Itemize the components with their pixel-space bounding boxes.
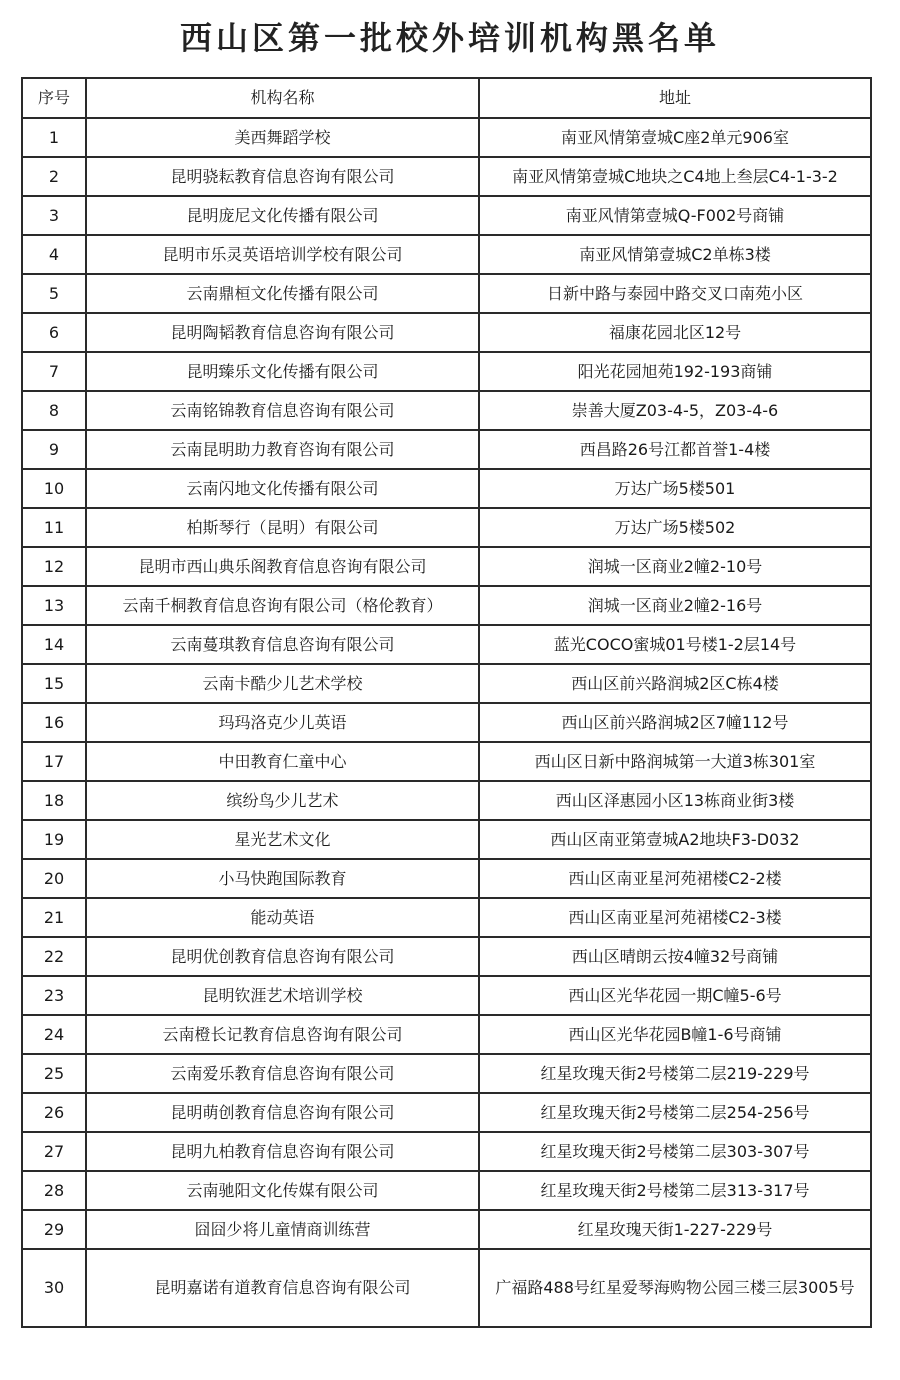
row-number: 1 bbox=[22, 118, 86, 157]
institution-name: 云南千桐教育信息咨询有限公司（格伦教育） bbox=[86, 586, 479, 625]
institution-name: 云南蔓琪教育信息咨询有限公司 bbox=[86, 625, 479, 664]
institution-name: 能动英语 bbox=[86, 898, 479, 937]
row-number: 4 bbox=[22, 235, 86, 274]
table-header-row bbox=[22, 78, 871, 118]
table-row bbox=[22, 196, 871, 235]
table-row bbox=[22, 1132, 871, 1171]
institution-name: 云南昆明助力教育咨询有限公司 bbox=[86, 430, 479, 469]
institution-name: 昆明萌创教育信息咨询有限公司 bbox=[86, 1093, 479, 1132]
institution-name: 昆明九柏教育信息咨询有限公司 bbox=[86, 1132, 479, 1171]
institution-address: 红星玫瑰天街2号楼第二层219-229号 bbox=[479, 1054, 871, 1093]
table-row bbox=[22, 313, 871, 352]
row-number: 27 bbox=[22, 1132, 86, 1171]
table-row bbox=[22, 820, 871, 859]
row-number: 28 bbox=[22, 1171, 86, 1210]
row-number: 20 bbox=[22, 859, 86, 898]
institution-name: 云南橙长记教育信息咨询有限公司 bbox=[86, 1015, 479, 1054]
blacklist-table bbox=[21, 77, 872, 1328]
institution-name: 昆明陶韬教育信息咨询有限公司 bbox=[86, 313, 479, 352]
row-number: 26 bbox=[22, 1093, 86, 1132]
row-number: 29 bbox=[22, 1210, 86, 1249]
institution-name: 云南铭锦教育信息咨询有限公司 bbox=[86, 391, 479, 430]
institution-name: 云南鼎桓文化传播有限公司 bbox=[86, 274, 479, 313]
column-header-no: 序号 bbox=[22, 78, 86, 118]
institution-address: 南亚风情第壹城C2单栋3楼 bbox=[479, 235, 871, 274]
row-number: 18 bbox=[22, 781, 86, 820]
institution-address: 润城一区商业2幢2-16号 bbox=[479, 586, 871, 625]
row-number: 21 bbox=[22, 898, 86, 937]
table-row bbox=[22, 859, 871, 898]
row-number: 7 bbox=[22, 352, 86, 391]
institution-name: 云南闪地文化传播有限公司 bbox=[86, 469, 479, 508]
table-row bbox=[22, 430, 871, 469]
institution-address: 红星玫瑰天街2号楼第二层254-256号 bbox=[479, 1093, 871, 1132]
row-number: 30 bbox=[22, 1249, 86, 1327]
table-row bbox=[22, 1249, 871, 1327]
institution-name: 云南卡酷少儿艺术学校 bbox=[86, 664, 479, 703]
institution-address: 万达广场5楼502 bbox=[479, 508, 871, 547]
table-row bbox=[22, 976, 871, 1015]
table-row bbox=[22, 625, 871, 664]
column-header-address: 地址 bbox=[479, 78, 871, 118]
table-row bbox=[22, 1171, 871, 1210]
row-number: 16 bbox=[22, 703, 86, 742]
table-row bbox=[22, 1210, 871, 1249]
row-number: 6 bbox=[22, 313, 86, 352]
institution-address: 西山区晴朗云按4幢32号商铺 bbox=[479, 937, 871, 976]
row-number: 5 bbox=[22, 274, 86, 313]
institution-address: 福康花园北区12号 bbox=[479, 313, 871, 352]
row-number: 3 bbox=[22, 196, 86, 235]
institution-address: 西山区南亚星河苑裙楼C2-2楼 bbox=[479, 859, 871, 898]
institution-address: 广福路488号红星爱琴海购物公园三楼三层3005号 bbox=[479, 1249, 871, 1327]
table-row bbox=[22, 1015, 871, 1054]
institution-name: 美西舞蹈学校 bbox=[86, 118, 479, 157]
table-row bbox=[22, 235, 871, 274]
table-row bbox=[22, 352, 871, 391]
row-number: 23 bbox=[22, 976, 86, 1015]
table-row bbox=[22, 157, 871, 196]
institution-name: 昆明臻乐文化传播有限公司 bbox=[86, 352, 479, 391]
institution-name: 昆明市西山典乐阁教育信息咨询有限公司 bbox=[86, 547, 479, 586]
row-number: 25 bbox=[22, 1054, 86, 1093]
row-number: 12 bbox=[22, 547, 86, 586]
table-row bbox=[22, 586, 871, 625]
institution-address: 西山区南亚星河苑裙楼C2-3楼 bbox=[479, 898, 871, 937]
institution-address: 万达广场5楼501 bbox=[479, 469, 871, 508]
institution-address: 崇善大厦Z03-4-5，Z03-4-6 bbox=[479, 391, 871, 430]
institution-name: 昆明骁耘教育信息咨询有限公司 bbox=[86, 157, 479, 196]
row-number: 13 bbox=[22, 586, 86, 625]
table-row bbox=[22, 664, 871, 703]
institution-address: 红星玫瑰天街2号楼第二层303-307号 bbox=[479, 1132, 871, 1171]
table-row bbox=[22, 469, 871, 508]
table-row bbox=[22, 118, 871, 157]
row-number: 2 bbox=[22, 157, 86, 196]
row-number: 14 bbox=[22, 625, 86, 664]
institution-address: 红星玫瑰天街2号楼第二层313-317号 bbox=[479, 1171, 871, 1210]
row-number: 22 bbox=[22, 937, 86, 976]
institution-name: 囧囧少将儿童情商训练营 bbox=[86, 1210, 479, 1249]
row-number: 19 bbox=[22, 820, 86, 859]
row-number: 24 bbox=[22, 1015, 86, 1054]
institution-address: 西山区日新中路润城第一大道3栋301室 bbox=[479, 742, 871, 781]
table-row bbox=[22, 937, 871, 976]
institution-address: 蓝光COCO蜜城01号楼1-2层14号 bbox=[479, 625, 871, 664]
row-number: 9 bbox=[22, 430, 86, 469]
table-row bbox=[22, 274, 871, 313]
table-row bbox=[22, 547, 871, 586]
table-row bbox=[22, 898, 871, 937]
table-row bbox=[22, 1093, 871, 1132]
row-number: 10 bbox=[22, 469, 86, 508]
table-body bbox=[22, 118, 871, 1327]
institution-address: 西山区光华花园一期C幢5-6号 bbox=[479, 976, 871, 1015]
institution-name: 缤纷鸟少儿艺术 bbox=[86, 781, 479, 820]
institution-address: 南亚风情第壹城Q-F002号商铺 bbox=[479, 196, 871, 235]
institution-address: 南亚风情第壹城C地块之C4地上叁层C4-1-3-2 bbox=[479, 157, 871, 196]
table-row bbox=[22, 781, 871, 820]
institution-name: 云南爱乐教育信息咨询有限公司 bbox=[86, 1054, 479, 1093]
institution-name: 云南驰阳文化传媒有限公司 bbox=[86, 1171, 479, 1210]
table-row bbox=[22, 508, 871, 547]
table-row bbox=[22, 703, 871, 742]
institution-address: 润城一区商业2幢2-10号 bbox=[479, 547, 871, 586]
institution-address: 西山区南亚第壹城A2地块F3-D032 bbox=[479, 820, 871, 859]
institution-name: 玛玛洛克少儿英语 bbox=[86, 703, 479, 742]
row-number: 17 bbox=[22, 742, 86, 781]
institution-address: 红星玫瑰天街1-227-229号 bbox=[479, 1210, 871, 1249]
institution-name: 柏斯琴行（昆明）有限公司 bbox=[86, 508, 479, 547]
institution-address: 南亚风情第壹城C座2单元906室 bbox=[479, 118, 871, 157]
column-header-name: 机构名称 bbox=[86, 78, 479, 118]
table-row bbox=[22, 391, 871, 430]
row-number: 15 bbox=[22, 664, 86, 703]
institution-name: 昆明庞尼文化传播有限公司 bbox=[86, 196, 479, 235]
institution-address: 西山区泽惠园小区13栋商业街3楼 bbox=[479, 781, 871, 820]
institution-name: 昆明优创教育信息咨询有限公司 bbox=[86, 937, 479, 976]
institution-address: 西山区光华花园B幢1-6号商铺 bbox=[479, 1015, 871, 1054]
institution-name: 星光艺术文化 bbox=[86, 820, 479, 859]
institution-name: 昆明市乐灵英语培训学校有限公司 bbox=[86, 235, 479, 274]
institution-address: 西昌路26号江都首誉1-4楼 bbox=[479, 430, 871, 469]
page-title: 西山区第一批校外培训机构黑名单 bbox=[179, 19, 720, 57]
table-row bbox=[22, 1054, 871, 1093]
institution-name: 昆明嘉诺有道教育信息咨询有限公司 bbox=[86, 1249, 479, 1327]
institution-address: 西山区前兴路润城2区C栋4楼 bbox=[479, 664, 871, 703]
table-row bbox=[22, 742, 871, 781]
row-number: 11 bbox=[22, 508, 86, 547]
institution-address: 阳光花园旭苑192-193商铺 bbox=[479, 352, 871, 391]
institution-address: 西山区前兴路润城2区7幢112号 bbox=[479, 703, 871, 742]
institution-name: 中田教育仁童中心 bbox=[86, 742, 479, 781]
institution-name: 小马快跑国际教育 bbox=[86, 859, 479, 898]
row-number: 8 bbox=[22, 391, 86, 430]
institution-name: 昆明钦涯艺术培训学校 bbox=[86, 976, 479, 1015]
institution-address: 日新中路与泰园中路交叉口南苑小区 bbox=[479, 274, 871, 313]
